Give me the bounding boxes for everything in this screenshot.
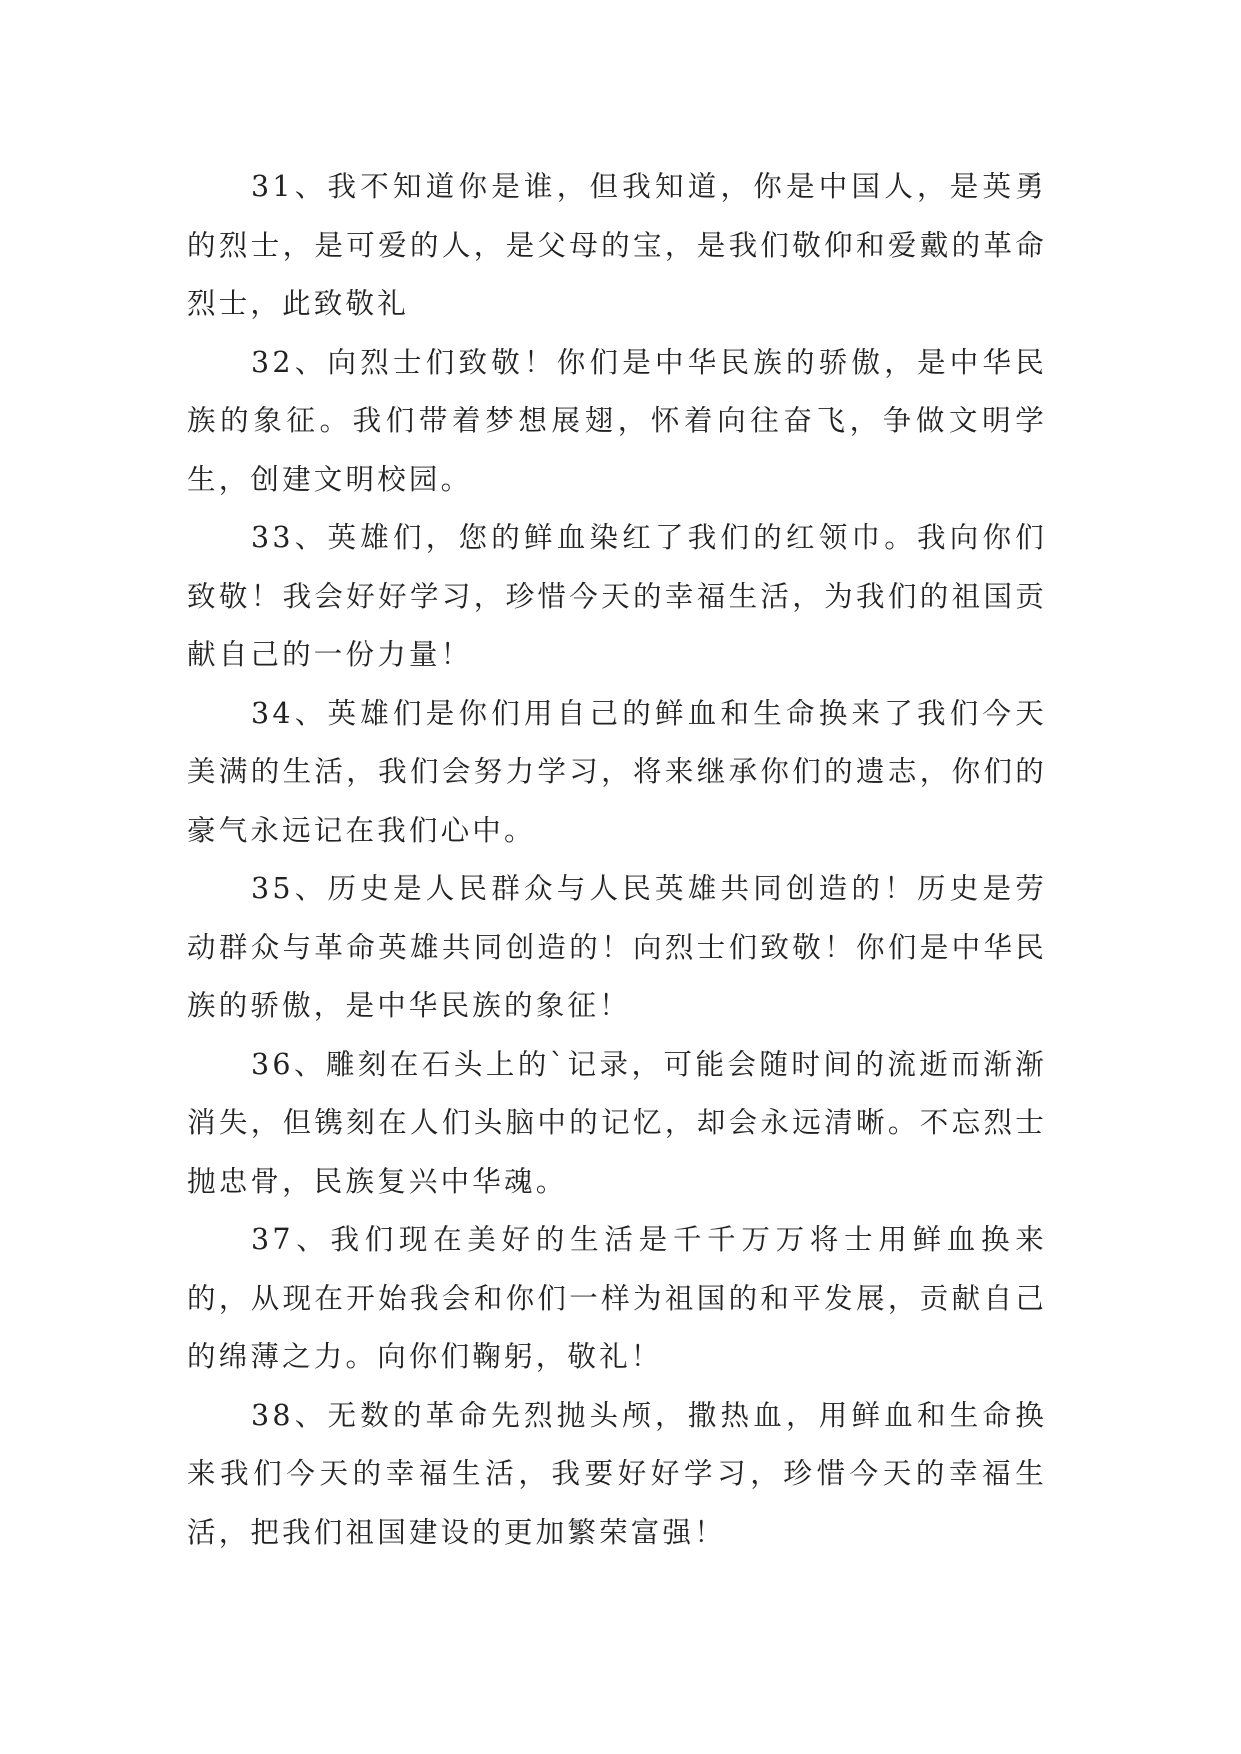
- paragraph-34: 34、英雄们是你们用自己的鲜血和生命换来了我们今天美满的生活，我们会努力学习，将来继承你们的遗志，你们的豪气永远记在我们心中。: [187, 696, 1047, 847]
- paragraph-31: 31、我不知道你是谁，但我知道，你是中国人，是英勇的烈士，是可爱的人，是父母的宝，是我们敬仰和爱戴的革命烈士，此致敬礼: [187, 170, 1047, 320]
- paragraph-36: 36、雕刻在石头上的`记录，可能会随时间的流逝而渐渐消失，但镌刻在人们头脑中的记忆，却会永远清晰。不忘烈士抛忠骨，民族复兴中华魂。: [187, 1047, 1047, 1198]
- paragraph-33: 33、英雄们，您的鲜血染红了我们的红领巾。我向你们致敬！我会好好学习，珍惜今天的幸福生活，为我们的祖国贡献自己的一份力量！: [187, 521, 1047, 671]
- paragraph-38: 38、无数的革命先烈抛头颅，撒热血，用鲜血和生命换来我们今天的幸福生活，我要好好学习，珍惜今天的幸福生活，把我们祖国建设的更加繁荣富强！: [187, 1398, 1047, 1549]
- document-body: [187, 158, 1047, 1562]
- paragraph-37: 37、我们现在美好的生活是千千万万将士用鲜血换来的，从现在开始我会和你们一样为祖国的和平发展，贡献自己的绵薄之力。向你们鞠躬，敬礼！: [187, 1223, 1047, 1373]
- paragraph-35: 35、历史是人民群众与人民英雄共同创造的！历史是劳动群众与革命英雄共同创造的！向烈士们致敬！你们是中华民族的骄傲，是中华民族的象征！: [187, 872, 1047, 1022]
- paragraph-32: 32、向烈士们致敬！你们是中华民族的骄傲，是中华民族的象征。我们带着梦想展翅，怀着向往奋飞，争做文明学生，创建文明校园。: [187, 345, 1047, 496]
